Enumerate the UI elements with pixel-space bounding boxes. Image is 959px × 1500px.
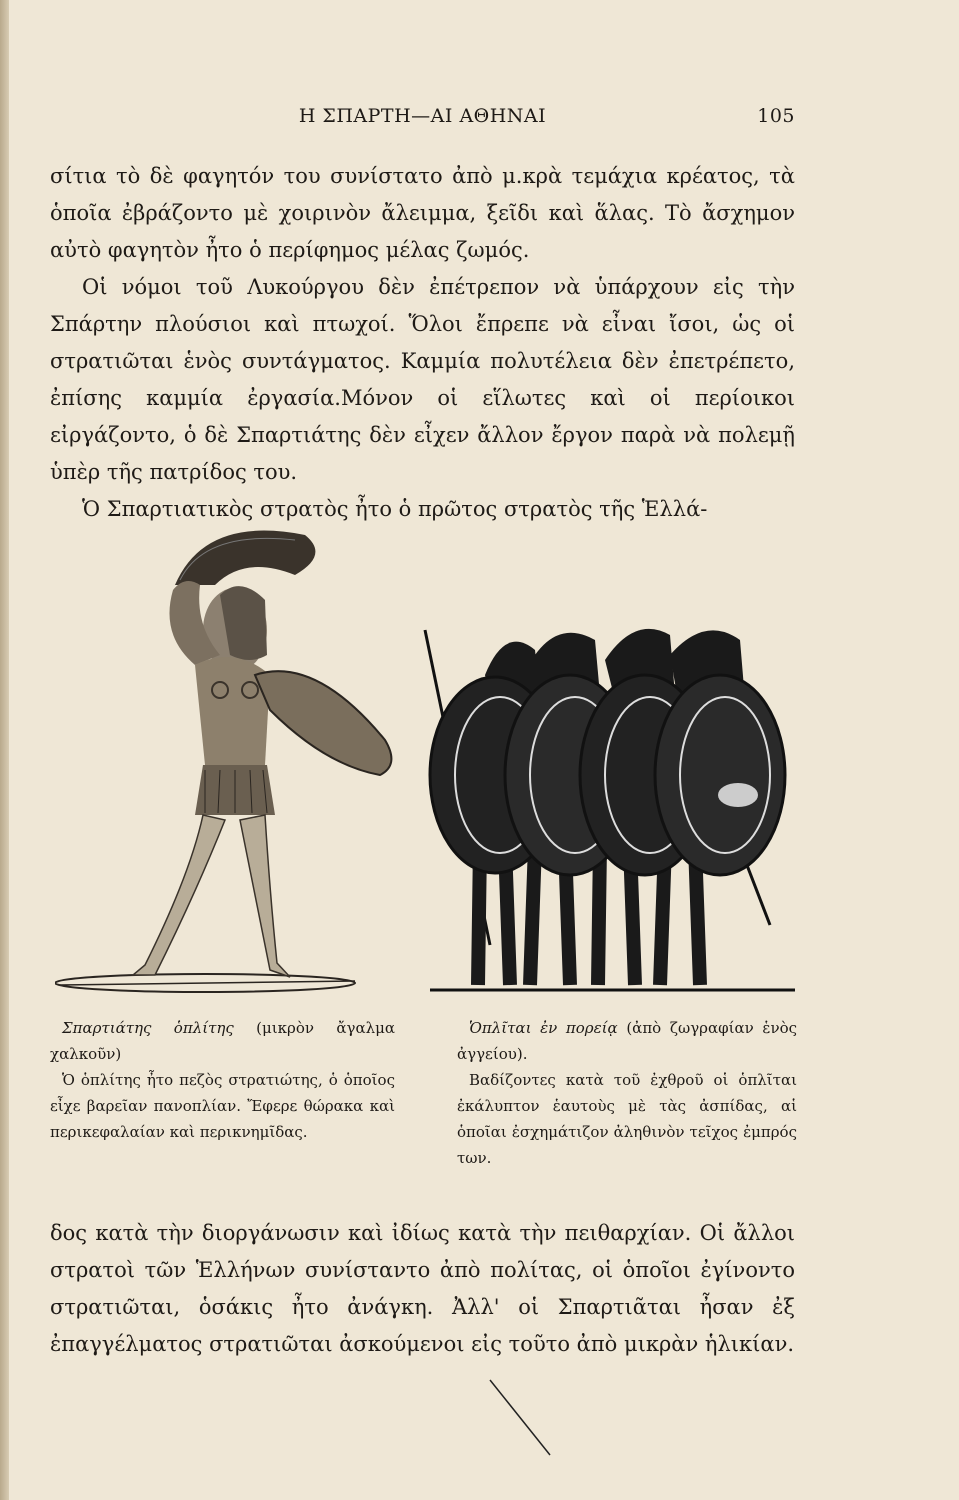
paragraph: Ὁ Σπαρτιατικὸς στρατὸς ἦτο ὁ πρῶτος στρατὸς τῆς Ἑλλά-: [82, 497, 708, 521]
paragraph: σίτια τὸ δὲ φαγητόν του συνίστατο ἀπὸ μ.κρὰ τεμάχια κρέατος, τὰ ὁποῖα ἐβράζοντο μὲ χοιρινὸν ἄλειμμα, ξεῖδι καὶ ἅλας. Τὸ ἄσχημον αὐτὸ φαγητὸν ἦτο ὁ περίφημος μέλας ζωμός.: [50, 164, 795, 262]
caption-right: [457, 1015, 797, 1171]
page-header: [50, 105, 795, 135]
page-spine: [0, 0, 9, 1500]
paragraph: δος κατὰ τὴν διοργάνωσιν καὶ ἰδίως κατὰ τὴν πειθαρχίαν. Οἱ ἄλλοι στρατοὶ τῶν Ἑλλήνων συνίσταντο ἀπὸ πολίτας, οἱ ὁποῖοι ἐγίνοντο στρατιῶται, ὁσάκις ἦτο ἀνάγκη. Ἀλλ' οἱ Σπαρτιᾶται ἦσαν ἐξ ἐπαγγέλματος στρατιῶται ἀσκούμενοι εἰς τοῦτο ἀπὸ μικρὰν ἡλικίαν.: [50, 1221, 795, 1356]
body-text-bottom: [50, 1215, 795, 1363]
body-text-top: [50, 158, 795, 528]
page-number: 105: [757, 105, 795, 127]
pen-mark: [485, 1375, 555, 1460]
marching-hoplites-illustration: [420, 615, 805, 995]
caption-left-title-rest: (μικρὸν ἄγαλμα χαλκοῦν): [50, 1019, 395, 1063]
caption-right-title: Ὁπλῖται ἐν πορείᾳ: [469, 1019, 618, 1037]
caption-left-text: Ὁ ὁπλίτης ἦτο πεζὸς στρατιώτης, ὁ ὁποῖος εἶχε βαρεῖαν πανοπλίαν. Ἔφερε θώρακα καὶ περικεφαλαίαν καὶ περικνημῖδας.: [50, 1071, 395, 1141]
paragraph: Οἱ νόμοι τοῦ Λυκούργου δὲν ἐπέτρεπον νὰ ὑπάρχουν εἰς τὴν Σπάρτην πλούσιοι καὶ πτωχοί. Ὅλοι ἔπρεπε νὰ εἶναι ἴσοι, ὡς οἱ στρατιῶται ἑνὸς συντάγματος. Καμμία πολυτέλεια δὲν ἐπετρέπετο, ἐπίσης καμμία ἐργασία.Μόνον οἱ εἵλωτες καὶ οἱ περίοικοι εἰργάζοντο, ὁ δὲ Σπαρτιάτης δὲν εἶχεν ἄλλον ἔργον παρὰ νὰ πολεμῇ ὑπὲρ τῆς πατρίδος του.: [50, 275, 795, 484]
caption-right-title-rest: (ἀπὸ ζωγραφίαν ἑνὸς ἀγγείου).: [457, 1019, 798, 1063]
caption-left-title: Σπαρτιάτης ὁπλίτης: [62, 1019, 234, 1037]
caption-left: [50, 1015, 395, 1145]
hoplite-statuette-illustration: [55, 515, 425, 1000]
caption-right-text: Βαδίζοντες κατὰ τοῦ ἐχθροῦ οἱ ὁπλῖται ἐκάλυπτον ἑαυτοὺς μὲ τὰς ἀσπίδας, αἱ ὁποῖαι ἐσχημάτιζον ἀληθινὸν τεῖχος ἐμπρός των.: [457, 1071, 797, 1167]
running-title: Η ΣΠΑΡΤΗ—ΑΙ ΑΘΗΝΑΙ: [298, 105, 547, 127]
